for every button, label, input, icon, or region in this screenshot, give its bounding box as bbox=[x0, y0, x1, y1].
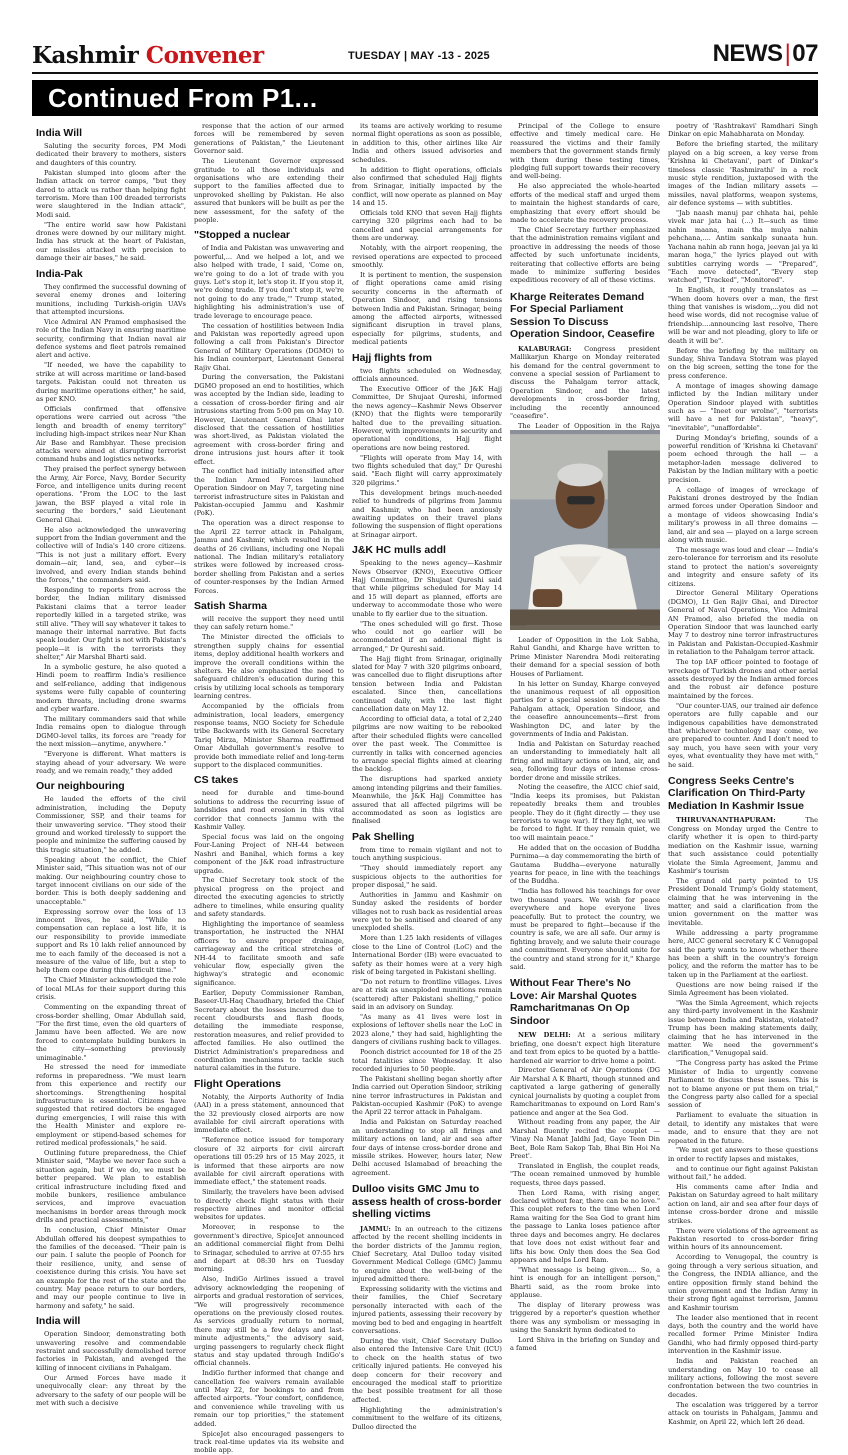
paragraph: India and Pakistan on Saturday reached an understanding to immediately halt all firing and military actions on land, air, and sea, following four days of intense cross-border drone and missile strikes. bbox=[510, 739, 660, 782]
paragraph: Similarly, the travelers have been advised to directly check flight status with their respective airlines and monitor official websites for updates. bbox=[194, 1188, 344, 1222]
issue-date: TUESDAY | MAY -13 - 2025 bbox=[348, 50, 490, 62]
column-4-top bbox=[510, 122, 660, 430]
paragraph: A collage of images of wreckage of Pakistani drones destroyed by the Indian armed forces under Operation Sindoor and a montage of videos showcasing India's military's prowess in all three domains — land, air and sea — played on a large screen along with music. bbox=[668, 485, 818, 544]
paragraph: Without reading from any paper, the Air Marshal fluently recited the couplet — 'Vinay Na Manat Jaldhi Jad, Gaye Teen Din Beet, Bole Ram Sakop Tab, Bhai Bin Hoi Na Preet'. bbox=[510, 1118, 660, 1161]
paragraph: Principal of the College to ensure effective and timely medical care. He reassured the victims and their family members that the government stands firmly with them during these testing times, pledging full support towards their recovery and well-being. bbox=[510, 122, 660, 181]
paragraph: In addition to flight operations, officials also confirmed that scheduled Hajj flights from Srinagar, initially impacted by the conflict, will now operate as planned on May 14 and 15. bbox=[352, 165, 502, 208]
heading-india-will: India Will bbox=[36, 127, 82, 139]
paragraph-text: In an outreach to the citizens affected by the recent shelling incidents in the border districts of the Jammu region, Chief Secretary, Atal Dulloo today visited Government Medical College (GMC) Jammu to enquire about the well-being of the injured admitted there. bbox=[352, 1224, 502, 1284]
paragraph: They confirmed the successful downing of several enemy drones and loitering munitions, including Turkish-origin UAVs that attempted incursions. bbox=[36, 282, 186, 316]
page-number: 07 bbox=[792, 40, 818, 67]
paragraph: It is pertinent to mention, the suspension of flight operations came amid rising security concerns in the aftermath of Operation Sindoor, and rising tensions between India and Pakistan. Srinagar, being among the affected airports, witnessed significant disruption in travel plans, especially for pilgrims, students, and medical patients bbox=[352, 270, 502, 347]
heading-cs-takes: CS takes bbox=[194, 774, 239, 787]
paragraph: He lauded the efforts of the civil administration, including the Deputy Commissioner, SSP, and their teams for their unwavering service. "They stood their ground and worked tirelessly to support the people and minimize the suffering caused by this tragic situation," he added. bbox=[36, 795, 186, 854]
paragraph: There were violations of the agreement as Pakistan resorted to cross-border firing within hours of its announcement. bbox=[668, 1226, 818, 1252]
logo-kashmir: Kashmir bbox=[32, 42, 139, 69]
kharge-photo bbox=[510, 430, 660, 630]
heading-satish-sharma: Satish Sharma bbox=[194, 600, 267, 613]
paragraph: will receive the support they need until they can safely return home." bbox=[194, 615, 344, 632]
paragraph: Outlining future preparedness, the Chief Minister said, "Maybe we never face such a situation again, but if we do, we must be better prepared. We plan to establish critical infrastructure including fixed and mobile bunkers, resilience ambulance services, and improve evacuation mechanisms in border areas through mock drills and practical assessments," bbox=[36, 1149, 186, 1225]
paragraph: In a symbolic gesture, he also quoted a Hindi poem to reaffirm India's resilience and self-reliance, adding that indigenous systems were fully capable of countering modern threats, including drone swarms and cyber warfare. bbox=[36, 663, 186, 714]
paragraph-text: At a serious military briefing, one doesn't expect high literature and text from epics to be quoted by a battle-hardened air warrior to drive home a point. bbox=[510, 1031, 660, 1065]
paragraph: "They should immediately report any suspicious objects to the authorities for proper disposal," he said. bbox=[352, 864, 502, 889]
paragraph: His comments came after India and Pakistan on Saturday agreed to halt military action on land, air and sea after four days of intense cross-border drone and missile strikes. bbox=[668, 1183, 818, 1225]
paragraph: More than 1.25 lakh residents of villages close to the Line of Control (LoC) and the International Border (IB) were evacuated to safety as their homes were at a very high risk of being targeted in Pakistani shelling. bbox=[352, 934, 502, 976]
paragraph: its teams are actively working to resume normal flight operations as soon as possible, in addition to this, other airlines like Air India and others issued advisories and schedules. bbox=[352, 122, 502, 164]
paragraph: Parliament to evaluate the situation in detail, to identify any mistakes that were made, and to ensure that they are not repeated in the future. bbox=[668, 1111, 818, 1145]
paragraph: response that the action of our armed forces will be remembered by seven generations of Pakistan," the Lieutenant Governor said. bbox=[194, 122, 344, 156]
paragraph: India and Pakistan reached an understanding on May 10 to cease all military actions, following the most severe confrontation between the two countries in decades. bbox=[668, 1357, 818, 1399]
headline-without-fear: Without Fear There's No Love: Air Marshal Quotes Ramcharitmanas On Op Sindoor bbox=[510, 977, 637, 1027]
paragraph: Translated in English, the couplet reads, "The ocean remained unmoved by humble requests, three days passed. bbox=[510, 1161, 660, 1187]
paragraph: Authorities in Jammu and Kashmir on Sunday asked the residents of border villages not to rush back as residential areas were yet to be sanitised and cleared of any unexploded shells. bbox=[352, 890, 502, 933]
paragraph: In conclusion, Chief Minister Omar Abdullah offered his deepest sympathies to the families of the deceased. "Their pain is our pain. I salute the people of Poonch for their resilience, unity, and sense of coexistence during this crisis. You have set an example for the rest of the state and the country. May peace return to our borders, and may our people continue to live in harmony and safety," he said. bbox=[36, 1226, 186, 1310]
paragraph: The escalation was triggered by a terror attack on tourists in Pahalgam, Jammu and Kashmir, on April 22, which left 26 dead. bbox=[668, 1400, 818, 1426]
paragraph bbox=[352, 1225, 502, 1284]
column-1 bbox=[36, 122, 186, 1407]
paragraph: "As many as 41 lives were lost in explosions of leftover shells near the LoC in 2023 alone," they had said, highlighting the dangers of civilians rushing back to villages. bbox=[352, 1013, 502, 1047]
headline-congress: Congress Seeks Centre's Clarification On Third-Party Mediation In Kashmir Issue bbox=[668, 774, 806, 812]
column-5 bbox=[668, 122, 818, 1426]
paragraph: "The entire world saw how Pakistani drones were downed by our military might. India has struck at the heart of Pakistan, our missiles attacked with precision to damage their air bases," he said. bbox=[36, 220, 186, 263]
paragraph: Speaking to the news agency—Kashmir News Observer (KNO), Executive Officer Hajj Committee, Dr Shujaat Qureshi said that while pilgrims scheduled for May 14 and 15 will depart as planned, efforts are underway to accommodate those who were unable to fly earlier due to the situation. bbox=[352, 559, 502, 618]
photo-illustration bbox=[510, 430, 660, 630]
continued-banner bbox=[32, 80, 818, 116]
heading-india-pak: India-Pak bbox=[36, 267, 83, 280]
heading-stopped-nuclear: "Stopped a nuclear bbox=[194, 229, 290, 242]
paragraph: Before the briefing by the military on Sunday, Shiva Tandava Stotram was played on the big screen, setting the tone for the press conference. bbox=[668, 346, 818, 380]
paragraph: poetry of 'Rashtrakavi' Ramdhari Singh Dinkar on epic Mahabharata on Monday. bbox=[668, 122, 818, 139]
paragraph: Saluting the security forces, PM Modi dedicated their bravery to mothers, sisters and daughters of this country. bbox=[36, 142, 186, 167]
paragraph: They praised the perfect synergy between the Army, Air Force, Navy, Border Security Force, and intelligence units during recent operations. "From the LOC to the last jawan, the BSF played a vital role in securing the borders," said Lieutenant General Ghai. bbox=[36, 465, 186, 524]
paragraph: According to official data, a total of 2,240 pilgrims are now waiting to be rebooked after their scheduled flights were cancelled over the past week. The Committee is currently in talks with concerned agencies to arrange special flights aimed at clearing the backlog. bbox=[352, 715, 502, 774]
paragraph: Our Armed Forces have made it unequivocally clear: any threat by the adversary to the safety of our people will be met with such a decisive bbox=[36, 1373, 186, 1407]
paragraph: and to continue our fight against Pakistan without fail," he added. bbox=[668, 1164, 818, 1182]
paragraph: The Chief Secretary further emphasized that the administration remains vigilant and proactive in addressing the needs of those affected by such unfortunate incidents, reiterating that collective efforts are being made to minimize suffering besides expeditious recovery of all of these victims. bbox=[510, 225, 660, 285]
section-name: NEWS bbox=[712, 40, 783, 67]
paragraph: "We must get answers to these questions in order to rectify lapses and mistakes, bbox=[668, 1146, 818, 1163]
masthead-rule bbox=[32, 72, 818, 74]
paragraph: This development brings much-needed relief to hundreds of pilgrims from Jammu and Kashmir, who had been anxiously awaiting updates on their travel plans following the suspension of flight operations at Srinagar airport. bbox=[352, 488, 502, 539]
paragraph: "Was the Simla Agreement, which rejects any third-party involvement in the Kashmir issue between India and Pakistan, violated? Trump has been making statements daily, claiming that he has intervened in the matter. We need the government's clarification," Venugopal said. bbox=[668, 999, 818, 1058]
paragraph: The disruptions had sparked anxiety among intending pilgrims and their families. Meanwhile, the J&K Hajj Committee has assured that all affected pilgrims will be accommodated as soon as logistics are finalised bbox=[352, 775, 502, 826]
paragraph: During the conversation, the Pakistani DGMO proposed an end to hostilities, which was accepted by the Indian side, leading to a cessation of cross-border firing and air intrusions starting from 5:00 pm on May 10. However, Lieutenant General Ghai later disclosed that the cessation of hostilities was short-lived, as Pakistan violated the agreement with cross-border firing and drone intrusions just hours after it took effect. bbox=[194, 373, 344, 466]
banner-title: Continued From P1... bbox=[48, 83, 318, 113]
paragraph: "Do not return to frontline villages. Lives are at risk as unexploded munitions remain (scattered) after Pakistani shelling," police said in an advisory on Sunday. bbox=[352, 977, 502, 1012]
paragraph: two flights scheduled on Wednesday, officials announced. bbox=[352, 366, 502, 383]
paragraph: "Everyone is different. What matters is staying ahead of your adversary. We were ready, and we remain ready," they added bbox=[36, 750, 186, 775]
paragraph: Also, IndiGo Airlines issued a travel advisory acknowledging the reopening of airports and gradual restoration of services, "We will progressively recommence operations on the previously closed routes. As services gradually return to normal, there may still be a few delays and last-minute adjustments," the advisory said, urging passengers to regularly check flight status and stay updated through IndiGo's official channels. bbox=[194, 1275, 344, 1368]
paragraph: A montage of images showing damage inflicted by the Indian military under Operation Sindoor played with subtitles such as — "Ineet our wrolne", "terrorists will have a net for Pakistan", "heavy", "inevitable", "unaffordable". bbox=[668, 381, 818, 432]
column-4-bottom bbox=[510, 636, 660, 1353]
paragraph bbox=[668, 816, 818, 875]
paragraph: Before the briefing started, the military played on a big screen, a key verse from 'Krishna ki Chetavani', part of Dinkar's timeless classic 'Rashmirathi' in a rock music style rendition, juxtaposed with the images of the Indian military assets — missiles, naval platforms, weapon systems, air defence systems — with subtitles. bbox=[668, 140, 818, 208]
heading-india-will-2: India will bbox=[36, 1315, 81, 1328]
paragraph: Officials confirmed that offensive operations were carried out across "the length and breadth of enemy territory" including high-impact strikes near Nur Khan Air Base and Rambhyar. These precision attacks were aimed at disrupting terrorist command hubs and logistics networks. bbox=[36, 404, 186, 464]
paragraph: He also acknowledged the unwavering support from the Indian government and the collective will of India's 140 crore citizens. "This is not just a military effort. Every domain—air, land, sea, and cyber—is involved, and every Indian stands behind the forces," the commanders said. bbox=[36, 525, 186, 584]
paragraph: Questions are now being raised if the Simla Agreement has been violated. bbox=[668, 980, 818, 998]
paragraph: The Chief Secretary took stock of the physical progress on the project and directed the executing agencies to strictly adhere to timelines, while ensuring quality and safety standards. bbox=[194, 876, 344, 919]
paragraph: During the visit, Chief Secretary Dulloo also entered the Intensive Care Unit (ICU) to check on the health status of two critically injured patients. He conveyed his deep concern for their recovery and encouraged the medical staff to prioritize the best possible treatment for all those affected. bbox=[352, 1337, 502, 1404]
paragraph: need for durable and time-bound solutions to address the recurring issue of landslides and road erosion in this vital corridor that connects Jammu with the Kashmir Valley. bbox=[194, 789, 344, 831]
paragraph: While addressing a party programme here, AICC general secretary K C Venugopal said the party wants to know whether there has been a shift in the country's foreign policy, and the reform the matter has to be taken up in the Parliament at the earliest. bbox=[668, 928, 818, 979]
paragraph: The leader also mentioned that in recent days, both the country and the world have recalled former Prime Minister Indira Gandhi, who had firmly opposed third-party intervention in the Kashmir issue. bbox=[668, 1313, 818, 1356]
paragraph: Expressing sorrow over the loss of 13 innocent lives, he said, "While no compensation can replace a lost life, it is our responsibility to provide immediate support and Rs 10 lakh relief announced by me to each family of the deceased is not a measure of the value of life, but a step to help them cope during this difficult time." bbox=[36, 907, 186, 975]
headline-dulloo: Dulloo visits GMC Jmu to assess health of cross-border shelling victims bbox=[352, 1183, 502, 1221]
paragraph: Pakistan slumped into gloom after the Indian attack on terror camps, "but they dared to attack us rather than helping fight terrorism. More than 100 dreaded terrorists were slaughtered in the Indian attack", Modi said. bbox=[36, 168, 186, 219]
paragraph: Lord Shiva in the briefing on Sunday and a famed bbox=[510, 1336, 660, 1353]
paragraph: Responding to reports from across the border, the Indian military dismissed Pakistani claims that a terror leader reportedly killed in a targeted strike, was still alive. "They will say whatever it takes to manage their internal narrative. But facts speak louder. Our fight is not with Pakistan's people—it is with the terrorists they shelter," Air Marshal Bharti said. bbox=[36, 585, 186, 662]
paragraph: The Chief Minister acknowledged the role of local MLAs for their support during this crisis. bbox=[36, 976, 186, 1002]
heading-pak-shelling: Pak Shelling bbox=[352, 830, 415, 843]
paragraph: "India has followed his teachings for over two thousand years. We wish for peace everywhere and hope everyone lives peacefully. But to protect the country, we must be prepared to fight—because if the country is safe, we are all safe. Our army is fighting bravely, and we salute their courage and commitment. Everyone should unite for the country and stand strong for it," Kharge said. bbox=[510, 887, 660, 971]
paragraph: Then Lord Rama, with rising anger, declared without fear, there can be no love." This couplet refers to the time when Lord Rama waiting for the Sea God to grant him the passage to Lanka loses patience after three days and becomes angry. He declares that love does not exist without fear and lifts his bow. Only then does the Sea God appears and helps Lord Ram. bbox=[510, 1188, 660, 1264]
paragraph: from time to remain vigilant and not to touch anything suspicious. bbox=[352, 845, 502, 863]
paragraph: The operation was a direct response to the April 22 terror attack in Pahalgam, Jammu and Kashmir, which resulted in the deaths of 26 civilians, including one Nepali national. The Indian military's retaliatory strikes were followed by increased cross-border shelling from Pakistan and a series of counter-responses by the Indian Armed Forces. bbox=[194, 519, 344, 595]
paragraph: "The ones scheduled will go first. Those who could not go earlier will be accommodated if an additional flight is arranged," Dr Qureshi said. bbox=[352, 619, 502, 653]
heading-hajj-flights: Hajj flights from bbox=[352, 351, 432, 364]
paragraph: The military commanders said that while India remains open to dialogue through DGMO-level talks, its forces are "ready for the next mission—anytime, anywhere." bbox=[36, 715, 186, 749]
paragraph: Officials told KNO that seven Hajj flights carrying 320 pilgrims each had to be cancelled and special arrangements for them are underway. bbox=[352, 209, 502, 243]
dateline: KALABURAGI: bbox=[518, 344, 572, 353]
paragraph: The display of literary prowess was triggered by a reporter's question whether there was any symbolism or messaging in using the Sanskrit hymn dedicated to bbox=[510, 1300, 660, 1335]
logo-convener: Convener bbox=[145, 42, 264, 69]
paragraph: of India and Pakistan was unwavering and powerful,... And we helped a lot, and we also helped with trade, I said, 'Come on, we're going to do a lot of trade with you guys. Let's stop it, let's stop it. If you stop it, we're doing trade. If you don't stop it, we're not going to do any trade,'" Trump stated, highlighting his administration's use of trade leverage to encourage peace. bbox=[194, 244, 344, 320]
paragraph: The Executive Officer of the J&K Hajj Committee, Dr Shujaat Qureshi, informed the news agency—Kashmir News Observer (KNO) that the flights were temporarily halted due to the prevailing situation. However, with improvements in security and operational conditions, Hajj flight operations are now being restored. bbox=[352, 384, 502, 452]
paragraph: Noting the ceasefire, the AICC chief said, "India keeps its promises, but Pakistan repeatedly breaks them and troubles people. They do it (fight directly — they use terrorists to wage war). If they fight, we will be forced to fight. If they remain quiet, we too will maintain peace." bbox=[510, 783, 660, 842]
paragraph: Commenting on the expanding threat of cross-border shelling, Omar Abdullah said, "For the first time, even the old quarters of Jammu have been affected. We are now forced to contemplate building bunkers in the city—something previously unimaginable." bbox=[36, 1003, 186, 1062]
paragraph: IndiGo further informed that change and cancellation fee waivers remain available until May 22, for bookings to and from affected airports. "Your comfort, confidence, and convenience while traveling with us remain our top priorities," the statement added. bbox=[194, 1369, 344, 1428]
paragraph bbox=[510, 345, 660, 421]
section-separator: | bbox=[784, 40, 791, 67]
heading-jk-hc: J&K HC mulls addl bbox=[352, 544, 446, 557]
paragraph: Director General Military Operations (DGMO), Lt Gen Rajiv Ghai, and Director General of Naval Operations, Vice Admiral AN Pramod, also briefed the media on Operation Sindoor that was launched early May 7 to destroy nine terror infrastructures in Pakistan and Pakistan-Occupied-Kashmir in retaliation to the Pahalgam terror attack. bbox=[668, 589, 818, 657]
paragraph: He added that on the occasion of Buddha Purnima—a day commemorating the birth of Gautama Buddha—everyone naturally yearns for peace, in line with the teachings of the Buddha. bbox=[510, 843, 660, 886]
column-2 bbox=[194, 122, 344, 1455]
paragraph: "Jab naash manuj par chhata hai, pehle vivek mar jata hai (...) It—such as time nahin maana, main tha mulya nahin pehchana,.... Antim sankalp sunaata hun. Yachana nahin ab rann hoga, jeevan jai ya ki maran hoga," the lyrics played out with subtitles carrying words — "Prepared", "Each move detected", "Every step watched", "Tracked", "Monitored". bbox=[668, 209, 818, 285]
section-page-label bbox=[713, 40, 818, 68]
column-3 bbox=[352, 122, 502, 1431]
photo-caption: Leader of Opposition in the Lok Sabha, Rahul Gandhi, and Kharge have written to Prime Minister Narendra Modi reiterating their demand for a special session of both Houses of Parliament. bbox=[510, 636, 660, 678]
paragraph: The cessation of hostilities between India and Pakistan was reportedly agreed upon following a call from Pakistan's Director General of Military Operations (DGMO) to his Indian counterpart, Lieutenant General Rajiv Ghai. bbox=[194, 321, 344, 372]
paragraph: The Hajj flight from Srinagar, originally slated for May 7 with 320 pilgrims onboard, was cancelled due to flight disruptions after tension between India and Pakistan escalated. Since then, cancellations continued daily, with the last flight cancellation date on May 12. bbox=[352, 654, 502, 714]
paragraph: India and Pakistan on Saturday reached an understanding to stop all firings and military actions on land, air and sea after four days of intense cross-border drone and missile strikes. However, hours later, New Delhi accused Islamabad of breaching the agreement. bbox=[352, 1118, 502, 1177]
paragraph: Operation Sindoor, demonstrating both unwavering resolve and commendable restraint and successfully demolished terror factories in Pakistan, and avenged the killing of innocent civilians in Pahalgam. bbox=[36, 1330, 186, 1372]
paragraph: According to Venugopal, the country is going through a very serious situation, and the Congress, the INDIA alliance, and the entire opposition firmly stand behind the union government and the Indian Army in their strong fight against terrorism, Jammu and Kashmir tourism bbox=[668, 1253, 818, 1312]
paragraph: In his letter on Sunday, Kharge conveyed the unanimous request of all opposition parties for a special session to discuss the Pahalgam attack, Operation Sindoor, and the ceasefire announcements—first from Washington DC, and later by the governments of India and Pakistan. bbox=[510, 679, 660, 738]
paragraph: "The Congress party has asked the Prime Minister of India to urgently convene Parliament to discuss these issues. This is not to blame anyone or put them on trial," the Congress party also called for a special session of bbox=[668, 1059, 818, 1110]
paragraph bbox=[510, 1031, 660, 1065]
masthead bbox=[32, 40, 818, 70]
paragraph: Earlier, Deputy Commissioner Ramban, Baseer-Ul-Haq Chaudhary, briefed the Chief Secretary about the losses incurred due to recent cloudbursts and flash floods, detailing the immediate response, restoration measures, and relief provided to affected families. He also outlined the District Administration's preparedness and coordination mechanisms to tackle such natural calamities in the future. bbox=[194, 988, 344, 1073]
paragraph: Special focus was laid on the ongoing Four-Laning Project of NH-44 between Nashri and Banihal, which forms a key component of the J&K road infrastructure upgrade. bbox=[194, 832, 344, 875]
paragraph-text: Congress president Mallikarjun Kharge on Monday reiterated his demand for the central government to convene a special session of Parliament to discuss the Pahalgam terror attack, Operation Sindoor, and the latest developments in cross-border firing, including the recently announced "ceasefire". bbox=[510, 344, 660, 420]
newspaper-logo bbox=[32, 42, 264, 69]
paragraph: The Minister directed the officials to strengthen supply chains for essential items, deploy additional health workers and improve the overall conditions within the shelters. He also emphasized the need to safeguard children's education during this crisis by utilizing local schools as temporary learning centres. bbox=[194, 633, 344, 701]
paragraph: The Pakistani shelling began shortly after India carried out Operation Sindoor, striking nine terror infrastructures in Pakistan and Pakistan-occupied Kashmir (PoK) to avenge the April 22 terror attack in Pahalgam. bbox=[352, 1074, 502, 1117]
paragraph: Highlighting the administration's commitment to the welfare of its citizens, Dulloo directed the bbox=[352, 1405, 502, 1431]
paragraph: The Leader of Opposition in the Rajya bbox=[518, 421, 660, 430]
paragraph: Accompanied by the officials from administration, local leaders, emergency response teams, NGO Society for Schedule tribe Backwards with its General Secretary Tariq Mirza, Minister Sharma reaffirmed Omar Abdullah government's resolve to provide both immediate relief and long-term support to the displaced communities. bbox=[194, 702, 344, 769]
dateline: JAMMU: bbox=[360, 1224, 391, 1233]
paragraph: Director General of Air Operations (DG Air Marshal A K Bharti, though stunned and captivated a large gathering of generally cynical journalists by quoting a couplet from Ramcharitmanas to expound on Lord Ram's patience and anger at the Sea God. bbox=[510, 1066, 660, 1117]
dateline: THIRUVANANTHAPURAM: bbox=[676, 816, 776, 825]
paragraph: Speaking about the conflict, the Chief Minister said, "This situation was not of our making. Our neighbouring country chose to target innocent civilians on our side of the border. This is both deeply saddening and unacceptable." bbox=[36, 855, 186, 906]
paragraph: Vice Admiral AN Pramod emphasised the role of the Indian Navy in ensuring maritime security, confirming that Indian naval air defence systems and fleet patrols remained alert and active. bbox=[36, 317, 186, 360]
paragraph: "Reference notice issued for temporary closure of 32 airports for civil aircraft operations till 05:29 hrs of 15 May 2025, it is informed that these airports are now available for civil aircraft operations with immediate effect," the statement reads. bbox=[194, 1136, 344, 1187]
paragraph: The top IAF officer pointed to footage of wreckage of Turkish drones and other aerial assets destroyed by the Indian armed forces and the robust air defence posture maintained by the forces. bbox=[668, 658, 818, 700]
dateline: NEW DELHI: bbox=[518, 1031, 571, 1040]
paragraph: SpiceJet also encouraged passengers to track real-time updates via its website and mobile app. bbox=[194, 1429, 344, 1455]
paragraph: In English, it roughly translates as — "When doom hovers over a man, the first thing that vanishes is wisdom,...you did not heed wise words, did not recognise value of friendship....announcing last resolve, There will be war and not pleading, glory to life or death it will be". bbox=[668, 286, 818, 345]
paragraph: Poonch district accounted for 18 of the 25 total fatalities since Wednesday. It also recorded injuries to 50 people. bbox=[352, 1048, 502, 1073]
paragraph: The Lieutenant Governor expressed gratitude to all those individuals and organisations who are extending their support to the families affected due to unprovoked shelling by Pakistan. He also assured that bunkers will be built as per the new assessment, for the safety of the people. bbox=[194, 157, 344, 224]
paragraph: Notably, the Airports Authority of India (AAI) in a press statement, announced that the 32 previously closed airports are now available for civil aircraft operations with immediate effect. bbox=[194, 1092, 344, 1135]
paragraph: During Monday's briefing, sounds of a powerful rendition of 'Krishna ki Chetavani' poem echoed through the hall — a metaphor-laden message delivered to Pakistan by the Indian military with a poetic precision. bbox=[668, 433, 818, 484]
paragraph: Moreover, in response to the government's directive, SpiceJet announced an additional commercial flight from Delhi to Srinagar, scheduled to arrive at 07:55 hrs and depart at 08:30 hrs on Tuesday morning. bbox=[194, 1223, 344, 1274]
paragraph: The grand old party pointed to US President Donald Trump's Goldy statement, claiming that he was intervening in the matter, and said a clarification from the union government on the matter was inevitable. bbox=[668, 876, 818, 927]
paragraph-text: The Congress on Monday urged the Centre to clarify whether it is open to third-party mediation on the Kashmir issue, warning that such assistance could potentially violate the Simla Agreement, Jammu and Kashmir's tourism bbox=[668, 816, 818, 875]
paragraph: Highlighting the importance of seamless transportation, he instructed the NHAI officers to ensure proper drainage, carriageway and the critical stretches of NH-44 to facilitate smooth and safe vehicular flow, especially given the highway's strategic and economic significance. bbox=[194, 919, 344, 987]
paragraph: "Our counter-UAS, our trained air defence operators are fully capable and our indigenous capabilities have demonstrated that whichever technology may come, we are prepared to counter. And I don't need to say much, you have seen with your very eyes, what eventuality they have met with," he said. bbox=[668, 701, 818, 769]
paragraph: "What message is being given.... So, a hint is enough for an intelligent person," Bharti said, as the room broke into applause. bbox=[510, 1265, 660, 1300]
paragraph: "If needed, we have the capability to strike at will across maritime or land-based targets. Pakistan could not threaten us during maritime operations either," he said, as per KNO. bbox=[36, 361, 186, 403]
paragraph: The conflict had initially intensified after the Indian Armed Forces launched Operation Sindoor on May 7, targeting nine terrorist infrastructure sites in Pakistan and Pakistan-occupied Jammu and Kashmir (PoK). bbox=[194, 467, 344, 518]
headline-kharge: Kharge Reiterates Demand For Special Parliament Session To Discuss Operation Sindoor, Ceasefire bbox=[510, 290, 655, 341]
heading-flight-operations: Flight Operations bbox=[194, 1077, 281, 1090]
paragraph: He also appreciated the whole-hearted efforts of the medical staff and urged them to maintain the highest standards of care, emphasizing that every effort should be made to accelerate the recovery process. bbox=[510, 182, 660, 224]
paragraph: Expressing solidarity with the victims and their families, the Chief Secretary personally interacted with each of the injured patients, assessing their recovery by moving bed to bed and engaging in heartfelt conversations. bbox=[352, 1285, 502, 1336]
paragraph: "Flights will operate from May 14, with two flights scheduled that day," Dr Qureshi said. "Each flight will carry approximately 320 pilgrims." bbox=[352, 453, 502, 487]
heading-neighbouring: Our neighbouring bbox=[36, 780, 125, 793]
paragraph: The message was loud and clear — India's zero-tolerance for terrorism and its resolute stand to protect the nation's sovereignty and integrity and ensure safety of its citizens. bbox=[668, 545, 818, 588]
paragraph: Notably, with the airport reopening, the revised operations are expected to proceed smoothly. bbox=[352, 244, 502, 269]
paragraph: He stressed the need for immediate reforms in preparedness. "We must learn from this experience and rectify our shortcomings. Strengthening hospital infrastructure is essential. Citizens have suggested that retired doctors be engaged during emergencies, I will raise this with the Health Minister and explore re-employment or stipend-based schemes for retired medical professionals," he said. bbox=[36, 1063, 186, 1148]
